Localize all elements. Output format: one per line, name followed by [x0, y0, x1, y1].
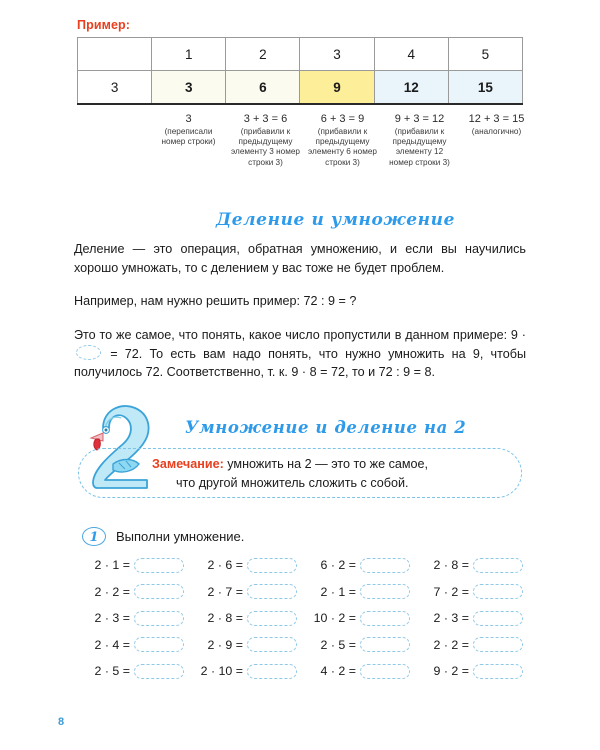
section-heading-mult2: Умножение и деление на 2 — [185, 418, 467, 437]
note-text — [152, 455, 502, 493]
example-caption: Пример: — [77, 18, 131, 32]
exercise-answer-blank[interactable] — [134, 637, 184, 652]
section-heading-division: Деление и умножение — [216, 210, 455, 230]
table-row-label: 3 — [78, 71, 152, 105]
table-value-cell-4: 12 — [374, 71, 448, 105]
exercise-item — [300, 579, 413, 606]
exercise-item — [187, 552, 300, 579]
table-header-cell-3: 3 — [300, 38, 374, 71]
exercise-expression: 2 · 6 = — [207, 558, 243, 573]
division-paragraph-3 — [74, 326, 526, 382]
exercise-answer-blank[interactable] — [473, 558, 523, 573]
exercise-answer-blank[interactable] — [360, 637, 410, 652]
exercise-expression: 2 · 9 = — [207, 637, 243, 652]
exercise-expression: 4 · 2 = — [320, 664, 356, 679]
annotation-1 — [150, 113, 227, 168]
exercise-expression: 2 · 3 = — [433, 611, 469, 626]
exercise-answer-blank[interactable] — [360, 558, 410, 573]
exercise-item — [187, 658, 300, 685]
annotation-4-main: 9 + 3 = 12 — [394, 113, 445, 125]
exercise-title: Выполни умножение. — [116, 529, 245, 544]
exercise-expression: 6 · 2 = — [320, 558, 356, 573]
exercise-item — [300, 632, 413, 659]
exercise-item — [74, 605, 187, 632]
table-header-cell-empty — [78, 38, 152, 71]
exercise-expression: 2 · 5 = — [94, 664, 130, 679]
note-label: Замечание: — [152, 457, 224, 471]
exercise-expression: 2 · 4 = — [94, 637, 130, 652]
exercise-item — [300, 658, 413, 685]
exercise-item — [74, 658, 187, 685]
exercise-answer-blank[interactable] — [360, 611, 410, 626]
exercise-item — [413, 579, 526, 606]
exercise-answer-blank[interactable] — [134, 584, 184, 599]
note-line-1: умножить на 2 — это то же самое, — [223, 457, 429, 471]
table-value-cell-5: 15 — [448, 71, 522, 105]
table-value-cell-3: 9 — [300, 71, 374, 105]
annotation-2 — [227, 113, 304, 168]
exercise-expression: 2 · 8 = — [433, 558, 469, 573]
exercise-item — [187, 632, 300, 659]
exercise-expression: 9 · 2 = — [433, 664, 469, 679]
annotation-1-sub: (переписали номер строки) — [161, 127, 216, 147]
exercise-expression: 10 · 2 = — [313, 611, 356, 626]
page-number: 8 — [58, 716, 65, 728]
table-value-cell-1: 3 — [152, 71, 226, 105]
annotation-5 — [458, 113, 535, 168]
exercise-item — [74, 552, 187, 579]
annotation-4 — [381, 113, 458, 168]
blank-circle-placeholder[interactable] — [76, 345, 101, 360]
annotation-2-main: 3 + 3 = 6 — [243, 113, 288, 125]
exercise-expression: 2 · 8 = — [207, 611, 243, 626]
exercise-answer-blank[interactable] — [360, 664, 410, 679]
exercise-item — [300, 605, 413, 632]
exercise-item — [413, 658, 526, 685]
table-header-row — [78, 38, 523, 71]
table-value-cell-2: 6 — [226, 71, 300, 105]
exercise-item — [74, 579, 187, 606]
exercise-answer-blank[interactable] — [134, 664, 184, 679]
table-header-cell-4: 4 — [374, 38, 448, 71]
exercise-answer-blank[interactable] — [247, 558, 297, 573]
exercise-expression: 2 · 2 = — [433, 637, 469, 652]
example-table — [77, 37, 523, 105]
division-paragraph-3-part1: Это то же самое, что понять, какое число пропустили в данном примере: 9 · — [74, 328, 526, 342]
exercise-answer-blank[interactable] — [473, 611, 523, 626]
exercise-item — [413, 632, 526, 659]
exercise-item — [187, 605, 300, 632]
exercise-expression: 2 · 7 = — [207, 584, 243, 599]
annotation-4-sub: (прибавили к предыдущему элементу 12 номер строки 3) — [389, 127, 450, 167]
exercise-answer-blank[interactable] — [247, 584, 297, 599]
exercise-answer-blank[interactable] — [473, 584, 523, 599]
division-paragraph-2: Например, нам нужно решить пример: 72 : 9 = ? — [74, 294, 357, 308]
exercise-answer-blank[interactable] — [134, 558, 184, 573]
table-annotations — [150, 113, 535, 168]
division-paragraph-1: Деление — это операция, обратная умножению, и если вы научились хорошо умножать, то с делением у вас тоже не будет проблем. — [74, 242, 526, 275]
exercise-number-badge: 1 — [82, 527, 106, 546]
exercise-answer-blank[interactable] — [247, 611, 297, 626]
exercise-answer-blank[interactable] — [134, 611, 184, 626]
exercise-expression: 2 · 1 = — [320, 584, 356, 599]
exercise-expression: 2 · 1 = — [94, 558, 130, 573]
annotation-3 — [304, 113, 381, 168]
exercise-item — [413, 552, 526, 579]
table-value-row — [78, 71, 523, 105]
note-line-2: что другой множитель сложить с собой. — [176, 476, 409, 490]
exercise-answer-blank[interactable] — [473, 664, 523, 679]
exercise-answer-blank[interactable] — [360, 584, 410, 599]
exercise-answer-blank[interactable] — [247, 637, 297, 652]
exercise-expression: 7 · 2 = — [433, 584, 469, 599]
exercise-answer-blank[interactable] — [247, 664, 297, 679]
annotation-2-sub: (прибавили к предыдущему элементу 3 номер строки 3) — [231, 127, 300, 167]
exercise-answer-blank[interactable] — [473, 637, 523, 652]
exercise-item — [74, 632, 187, 659]
table-header-cell-5: 5 — [448, 38, 522, 71]
exercise-grid — [74, 552, 526, 685]
exercise-item — [187, 579, 300, 606]
annotation-3-main: 6 + 3 = 9 — [320, 113, 365, 125]
exercise-expression: 2 · 3 = — [94, 611, 130, 626]
exercise-expression: 2 · 2 = — [94, 584, 130, 599]
annotation-1-main: 3 — [185, 113, 192, 125]
exercise-expression: 2 · 5 = — [320, 637, 356, 652]
example-block — [77, 18, 523, 105]
table-header-cell-2: 2 — [226, 38, 300, 71]
exercise-item — [413, 605, 526, 632]
exercise-item — [300, 552, 413, 579]
annotation-5-main: 12 + 3 = 15 — [468, 113, 525, 125]
exercise-expression: 2 · 10 = — [200, 664, 243, 679]
division-paragraph-3-part2: = 72. То есть вам надо понять, что нужно умножить на 9, чтобы получилось 72. Соответственно, т. к. 9 · 8 = 72, то и 72 : 9 = 8. — [74, 346, 526, 379]
annotation-3-sub: (прибавили к предыдущему элементу 6 номер строки 3) — [308, 127, 377, 167]
table-header-cell-1: 1 — [152, 38, 226, 71]
annotation-5-sub: (аналогично) — [471, 127, 522, 136]
